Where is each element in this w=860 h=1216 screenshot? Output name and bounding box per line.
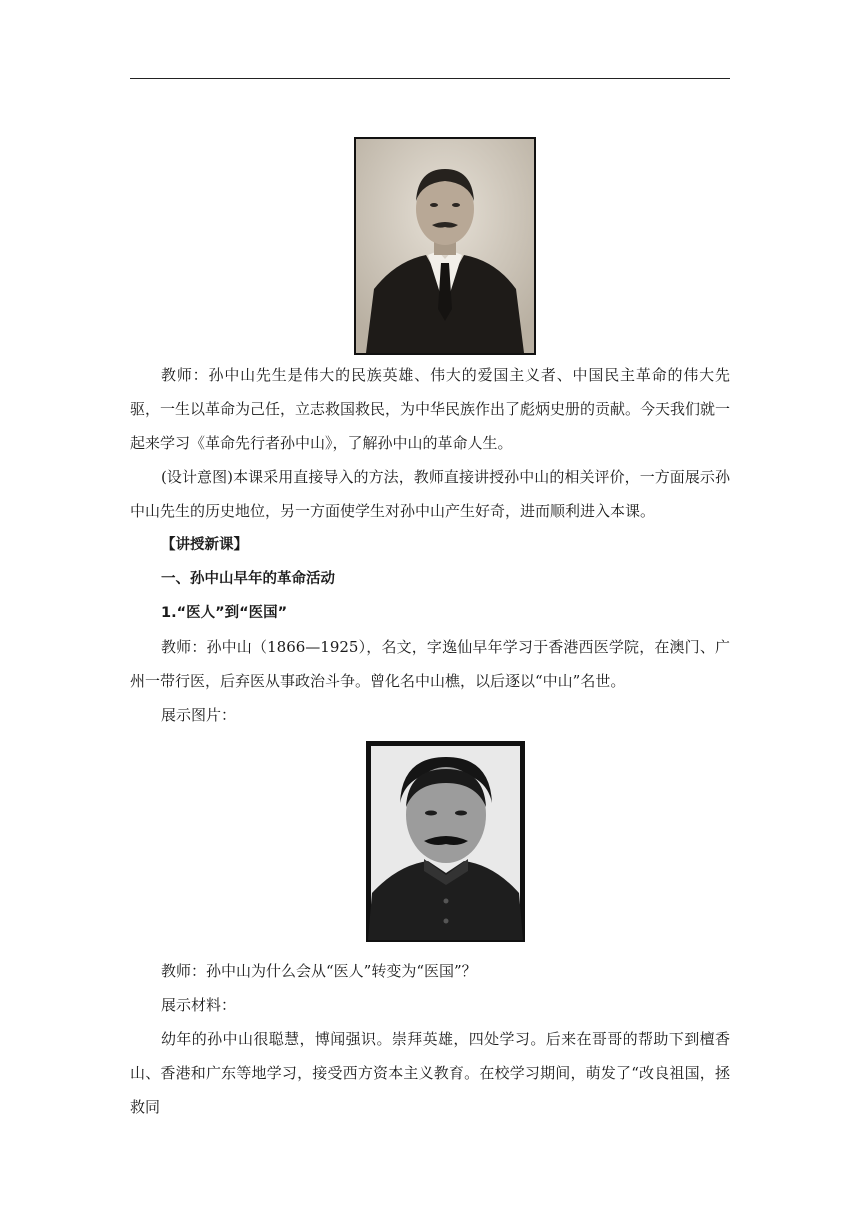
- design-intent-paragraph: (设计意图)本课采用直接导入的方法，教师直接讲授孙中山的相关评价，一方面展示孙中山先生的历史地位，另一方面使学生对孙中山产生好奇，进而顺利进入本课。: [130, 468, 730, 520]
- part1-heading: 一、孙中山早年的革命活动: [161, 571, 335, 587]
- sub1-heading: 1.“医人”到“医国”: [161, 605, 288, 621]
- intro-teacher-paragraph: 教师：孙中山先生是伟大的民族英雄、伟大的爱国主义者、中国民主革命的伟大先驱，一生以革命为己任，立志救国救民，为中华民族作出了彪炳史册的贡献。今天我们就一起来学习《革命先行者孙中山》，了解孙中山的革命人生。: [130, 366, 731, 452]
- teacher-bio-paragraph: 教师：孙中山（1866—1925），名文，字逸仙早年学习于香港西医学院，在澳门、广州一带行医，后弃医从事政治斗争。曾化名中山樵，以后逐以“中山”名世。: [130, 638, 730, 690]
- teacher-question-paragraph: 教师：孙中山为什么会从“医人”转变为“医国”？: [161, 962, 477, 980]
- show-picture-label: 展示图片：: [161, 706, 237, 724]
- material-paragraph: 幼年的孙中山很聪慧，博闻强识。崇拜英雄，四处学习。后来在哥哥的帮助下到檀香山、香港和广东等地学习，接受西方资本主义教育。在校学习期间，萌发了“改良祖国，拯救同: [130, 1030, 730, 1116]
- header-rule: [130, 78, 730, 79]
- show-material-label: 展示材料：: [161, 996, 237, 1014]
- portrait-photo-1: [354, 137, 536, 355]
- new-lesson-heading: 【讲授新课】: [161, 537, 248, 553]
- portrait-photo-2: [366, 741, 525, 942]
